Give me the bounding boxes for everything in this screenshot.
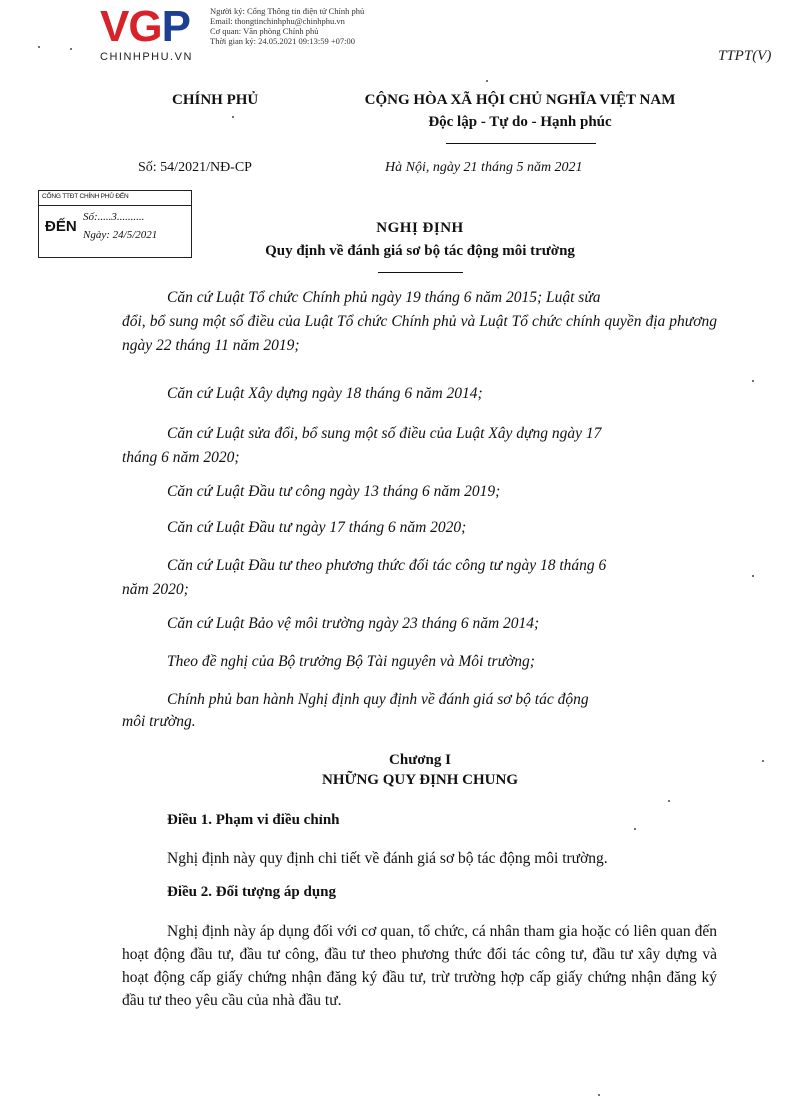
scan-speck bbox=[668, 800, 670, 802]
article-1-heading: Điều 1. Phạm vi điều chỉnh bbox=[167, 812, 340, 828]
article-1-text: Nghị định này quy định chi tiết về đánh giá sơ bộ tác động môi trường. bbox=[167, 850, 608, 867]
document-type-title: NGHỊ ĐỊNH bbox=[376, 220, 464, 236]
place-and-date: Hà Nội, ngày 21 tháng 5 năm 2021 bbox=[385, 160, 583, 175]
document-subject: Quy định về đánh giá sơ bộ tác động môi trường bbox=[265, 243, 575, 259]
scan-speck bbox=[752, 575, 754, 577]
handwritten-note: TTPT(V) bbox=[718, 48, 772, 64]
article-2-text: Nghị định này áp dụng đối với cơ quan, tổ chức, cá nhân tham gia hoặc có liên quan đến hoạt động đầu tư, đầu tư công, đầu tư theo phương thức đối tác công tư, đầu tư xây dựng và hoạt động cấp giấy chứng nhận đăng ký đầu tư, trừ trường hợp cấp giấy chứng nhận đăng ký đầu tư theo yêu cầu của nhà đầu tư. bbox=[122, 923, 717, 1009]
scan-speck bbox=[38, 46, 40, 48]
subject-underline bbox=[378, 272, 463, 273]
preamble-line: Theo đề nghị của Bộ trưởng Bộ Tài nguyên và Môi trường; bbox=[167, 653, 535, 670]
vgp-logo bbox=[100, 2, 212, 67]
scan-speck bbox=[598, 1094, 600, 1096]
scan-speck bbox=[232, 116, 234, 118]
article-2-heading: Điều 2. Đối tượng áp dụng bbox=[167, 884, 337, 900]
scan-speck bbox=[486, 80, 488, 82]
signer-line: Người ký: Cổng Thông tin điện tử Chính phủ bbox=[210, 6, 365, 16]
logo-subtext: CHINHPHU.VN bbox=[100, 51, 193, 63]
sign-time-line: Thời gian ký: 24.05.2021 09:13:59 +07:00 bbox=[210, 36, 356, 46]
preamble-continuation: tháng 6 năm 2020; bbox=[122, 449, 240, 466]
preamble-continuation: đổi, bổ sung một số điều của Luật Tổ chức Chính phủ và Luật Tổ chức chính quyền địa phương ngày 22 tháng 11 năm 2019; bbox=[122, 313, 717, 354]
preamble-continuation: môi trường. bbox=[122, 713, 196, 730]
preamble-line: Căn cứ Luật Đầu tư ngày 17 tháng 6 năm 2020; bbox=[167, 519, 467, 536]
preamble-line: Căn cứ Luật sửa đổi, bổ sung một số điều của Luật Xây dựng ngày 17 bbox=[167, 425, 602, 442]
issuing-authority: CHÍNH PHỦ bbox=[172, 92, 259, 108]
stamp-received-label: ĐẾN bbox=[45, 218, 77, 235]
document-number: Số: 54/2021/NĐ-CP bbox=[138, 160, 252, 175]
national-title: CỘNG HÒA XÃ HỘI CHỦ NGHĨA VIỆT NAM bbox=[364, 92, 676, 108]
preamble-line: Căn cứ Luật Xây dựng ngày 18 tháng 6 năm 2014; bbox=[167, 385, 483, 402]
preamble-continuation: năm 2020; bbox=[122, 581, 189, 598]
scan-speck bbox=[634, 828, 636, 830]
stamp-divider bbox=[39, 205, 191, 206]
preamble-line: Chính phủ ban hành Nghị định quy định về đánh giá sơ bộ tác động bbox=[167, 691, 589, 708]
agency-line: Cơ quan: Văn phòng Chính phủ bbox=[210, 26, 319, 36]
chapter-number: Chương I bbox=[389, 752, 451, 768]
chapter-name: NHỮNG QUY ĐỊNH CHUNG bbox=[322, 772, 518, 788]
preamble-line: Căn cứ Luật Đầu tư công ngày 13 tháng 6 năm 2019; bbox=[167, 483, 501, 500]
digital-signature-info bbox=[210, 6, 364, 46]
logo-letters: VGP bbox=[100, 2, 190, 51]
national-motto: Độc lập - Tự do - Hạnh phúc bbox=[428, 114, 612, 130]
motto-underline bbox=[446, 143, 596, 144]
stamp-number: Số:.....3.......... bbox=[83, 211, 145, 223]
stamp-header: CỔNG TTĐT CHÍNH PHỦ ĐẾN bbox=[42, 193, 129, 200]
scan-speck bbox=[752, 380, 754, 382]
preamble-line: Căn cứ Luật Đầu tư theo phương thức đối tác công tư ngày 18 tháng 6 bbox=[167, 557, 607, 574]
scan-speck bbox=[70, 48, 72, 50]
preamble-line: Căn cứ Luật Bảo vệ môi trường ngày 23 tháng 6 năm 2014; bbox=[167, 615, 540, 632]
stamp-date: Ngày: 24/5/2021 bbox=[83, 229, 158, 241]
received-stamp bbox=[38, 190, 192, 258]
preamble-line: Căn cứ Luật Tổ chức Chính phủ ngày 19 tháng 6 năm 2015; Luật sửa bbox=[167, 289, 601, 306]
scan-speck bbox=[762, 760, 764, 762]
email-line: Email: thongtinchinhphu@chinhphu.vn bbox=[210, 16, 345, 26]
